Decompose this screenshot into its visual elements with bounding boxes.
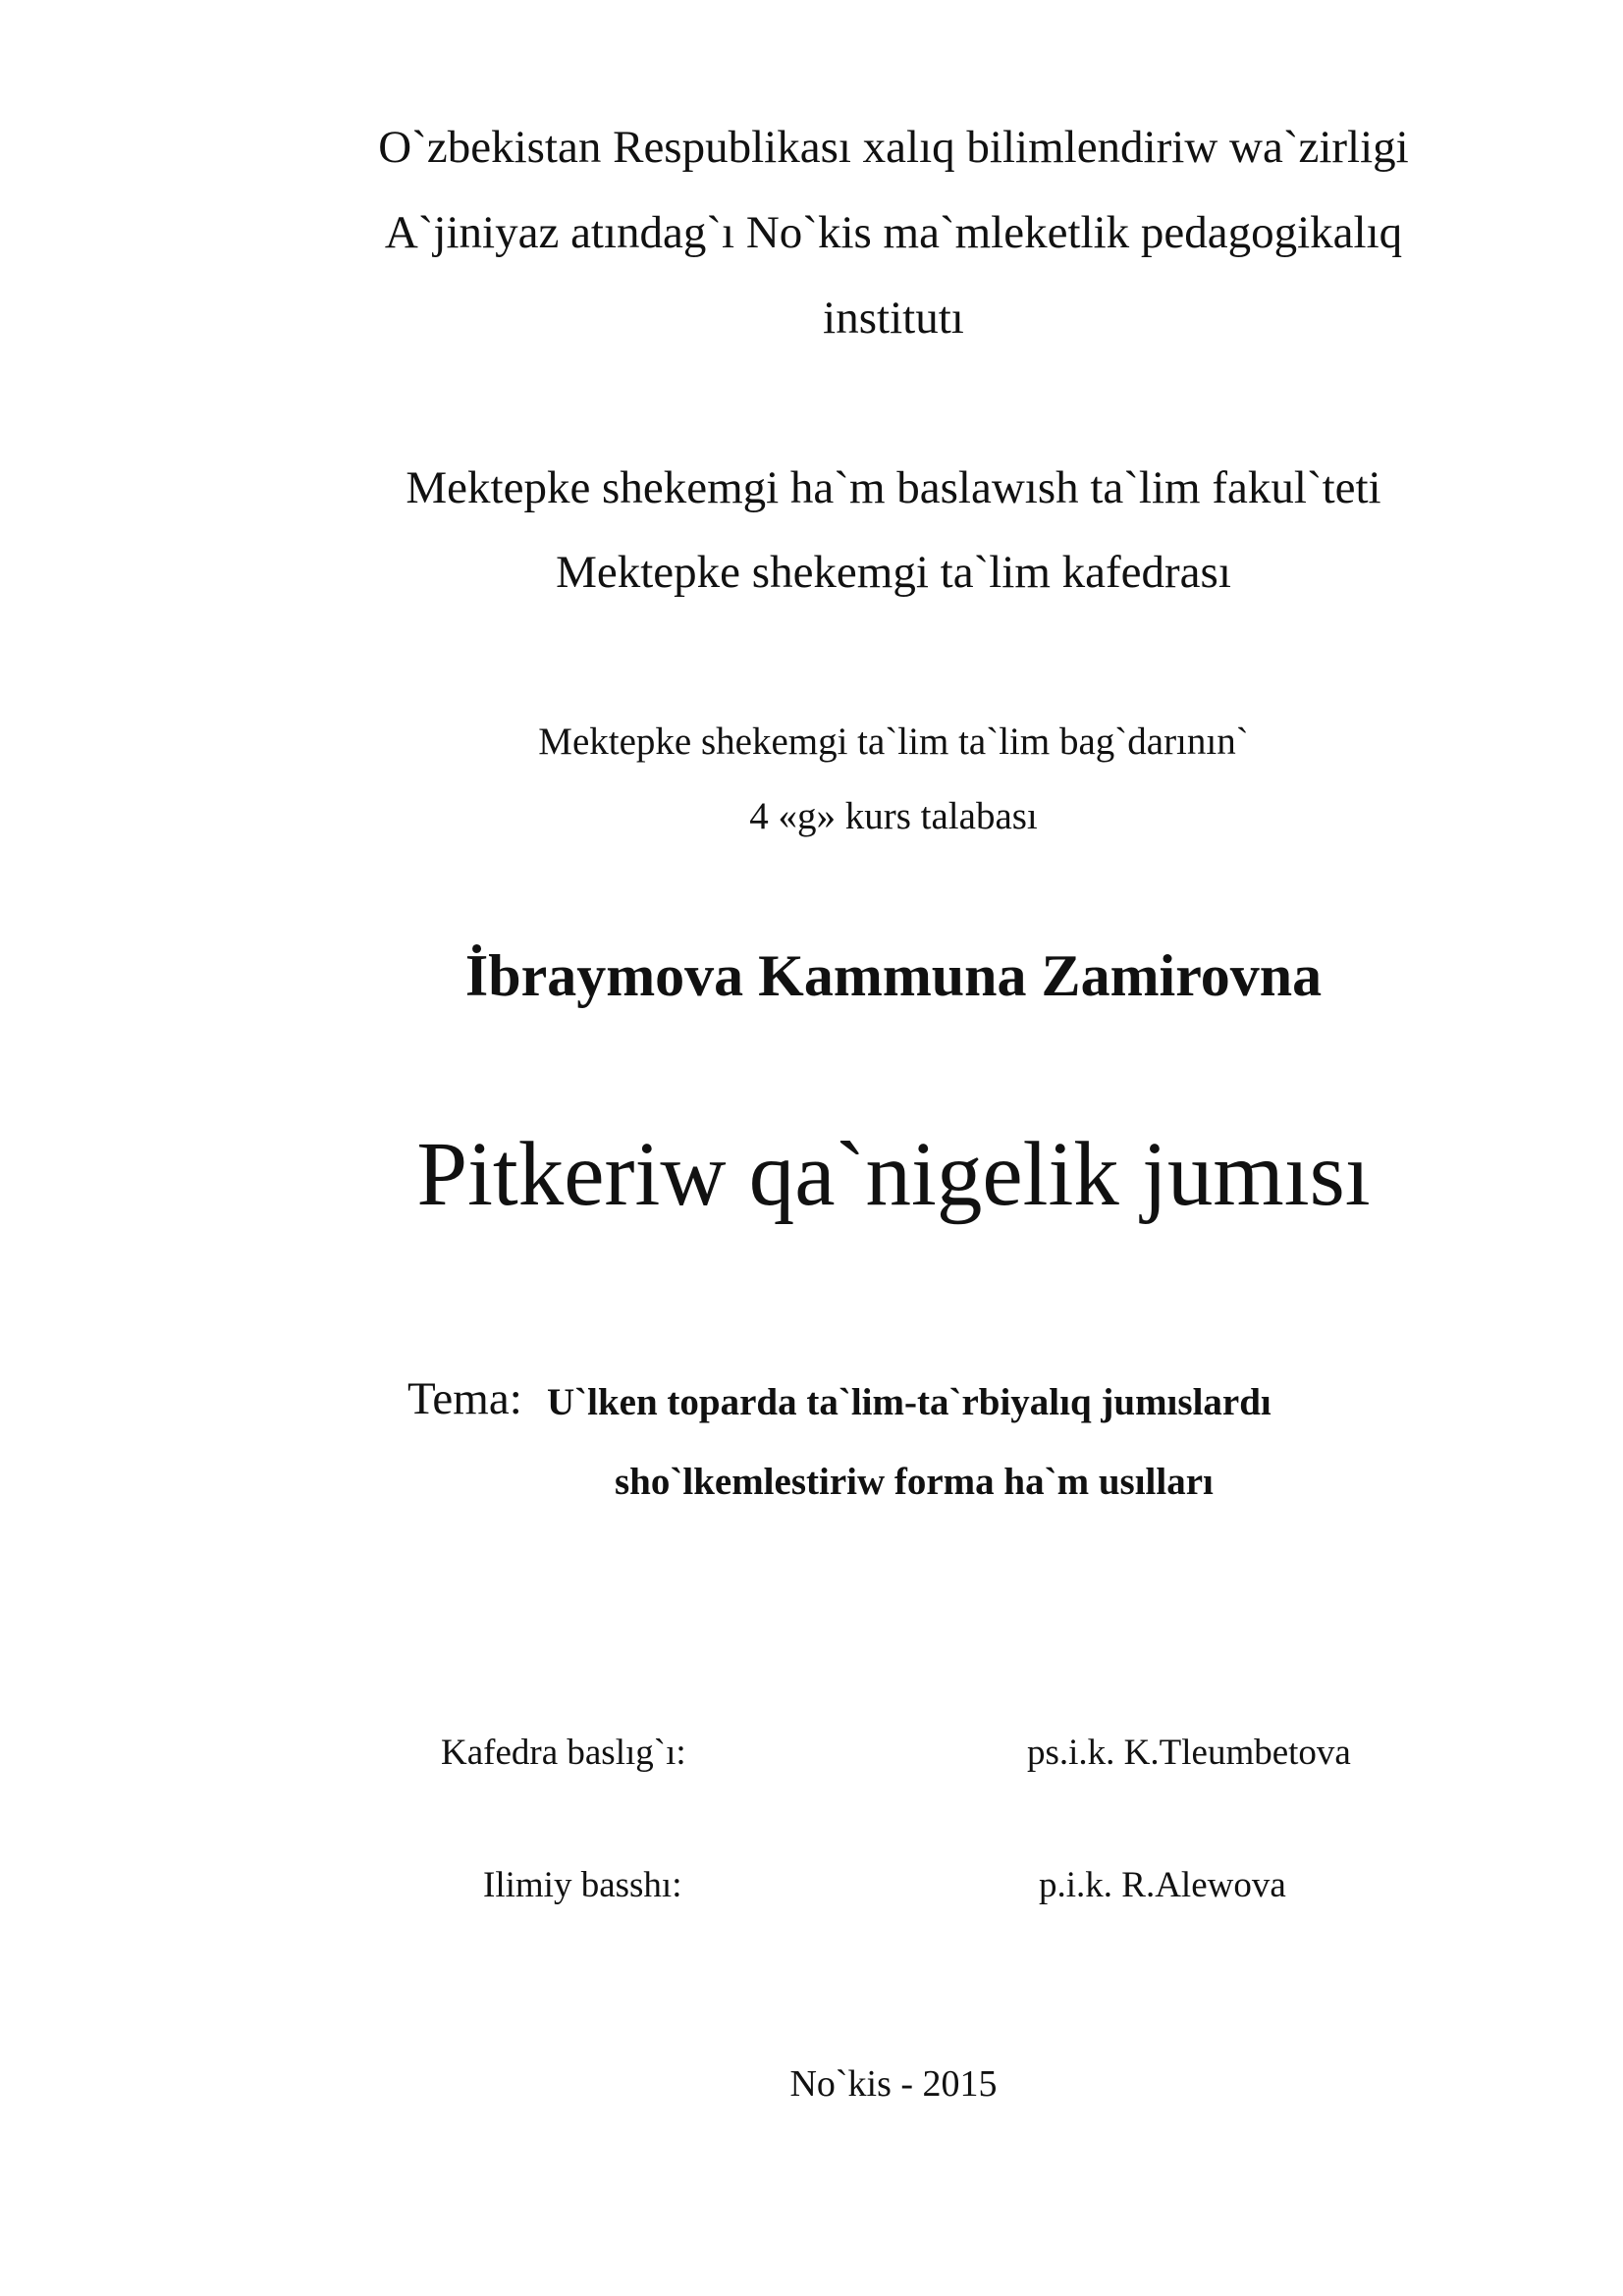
department-name: Mektepke shekemgi ta`lim kafedrası — [556, 547, 1231, 598]
city-year: No`kis - 2015 — [789, 2063, 998, 2105]
topic-label: Tema: — [407, 1373, 522, 1424]
ministry-name: O`zbekistan Respublikası xalıq bilimlendiriw wa`zirligi — [378, 122, 1409, 173]
institute-name-line1: A`jiniyaz atındag`ı No`kis ma`mleketlik pedagogikalıq — [384, 207, 1403, 258]
signature-person-supervisor: p.i.k. R.Alewova — [1039, 1865, 1286, 1905]
institute-name-line2: institutı — [823, 293, 964, 344]
student-program: Mektepke shekemgi ta`lim ta`lim bag`darının` — [538, 721, 1249, 763]
topic-line2: sho`lkemlestiriw forma ha`m usılları — [615, 1461, 1214, 1503]
signature-role-supervisor: Ilimiy basshı: — [483, 1865, 682, 1905]
student-course: 4 «g» kurs talabası — [749, 795, 1038, 837]
signature-person-head: ps.i.k. K.Tleumbetova — [1027, 1733, 1351, 1773]
student-name: İbraymova Kammuna Zamirovna — [464, 943, 1323, 1008]
topic-line1: U`lken toparda ta`lim-ta`rbiyalıq jumıslardı — [547, 1381, 1271, 1423]
signature-role-head: Kafedra baslıg`ı: — [441, 1733, 686, 1773]
faculty-name: Mektepke shekemgi ha`m baslawısh ta`lim fakul`teti — [406, 462, 1381, 513]
work-title: Pitkeriw qa`nigelik jumısı — [416, 1124, 1371, 1225]
